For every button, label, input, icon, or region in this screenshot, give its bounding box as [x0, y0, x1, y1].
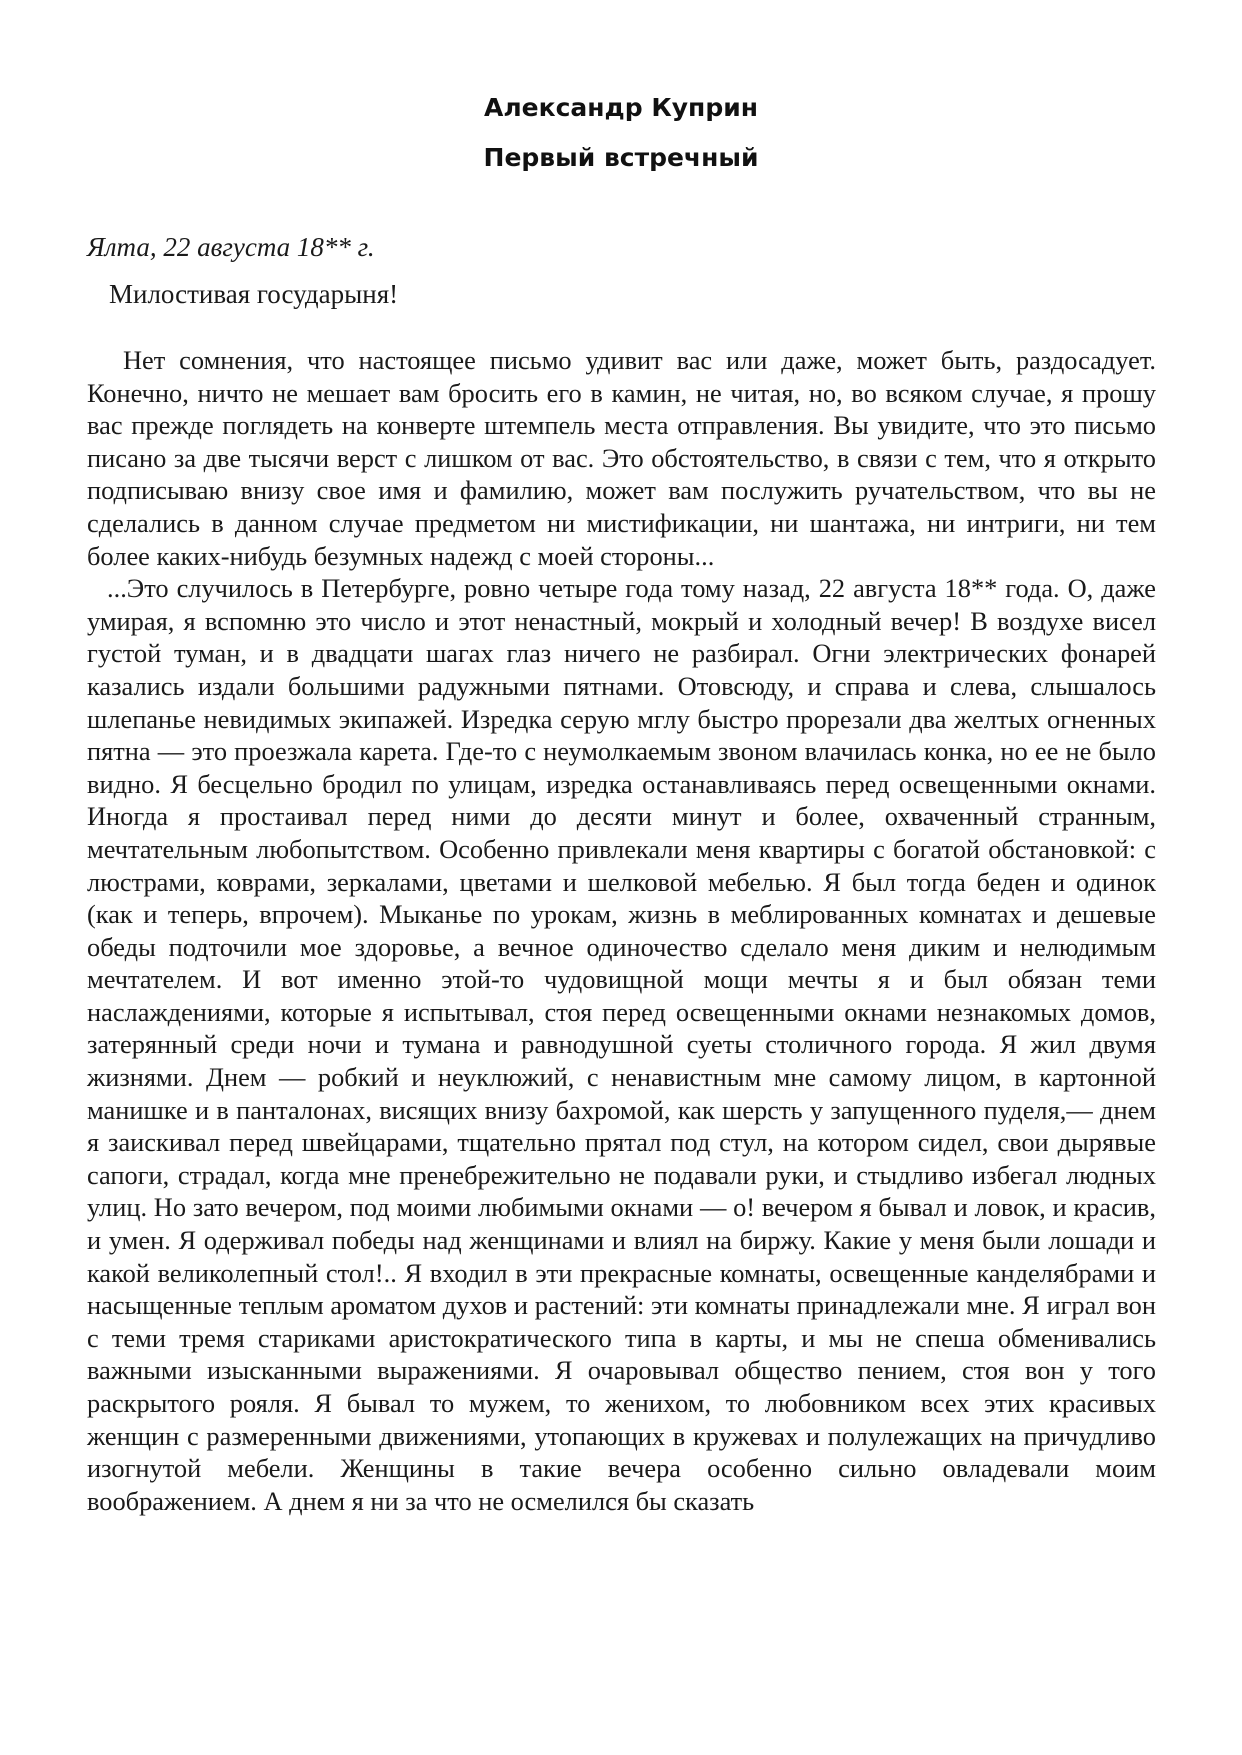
- paragraph: Нет сомнения, что настоящее письмо удивит вас или даже, может быть, раздосадует. Конечно, ничто не мешает вам бросить его в камин, не читая, но, во всяком случае, я прошу вас прежде поглядеть на конверте штемпель места отправления. Вы увидите, что это письмо писано за две тысячи верст с лишком от вас. Это обстоятельство, в связи с тем, что я открыто подписываю внизу свое имя и фамилию, может вам послужить ручательством, что вы не сделались в данном случае предметом ни мистификации, ни шантажа, ни интриги, ни тем более каких-нибудь безумных надежд с моей стороны...: [87, 345, 1156, 571]
- paragraph: ...Это случилось в Петербурге, ровно четыре года тому назад, 22 августа 18** года. О, даже умирая, я вспомню это число и этот ненастный, мокрый и холодный вечер! В воздухе висел густой туман, и в двадцати шагах глаз ничего не разбирал. Огни электрических фонарей казались издали большими радужными пятнами. Отовсюду, и справа и слева, слышалось шлепанье невидимых экипажей. Изредка серую мглу быстро прорезали два желтых огненных пятна — это проезжала карета. Где-то с неумолкаемым звоном влачилась конка, но ее не было видно. Я бесцельно бродил по улицам, изредка останавливаясь перед освещенными окнами. Иногда я простаивал перед ними до десяти минут и более, охваченный странным, мечтательным любопытством. Особенно привлекали меня квартиры с богатой обстановкой: с люстрами, коврами, зеркалами, цветами и шелковой мебелью. Я был тогда беден и одинок (как и теперь, впрочем). Мыканье по урокам, жизнь в меблированных комнатах и дешевые обеды подточили мое здоровье, а вечное одиночество сделало меня диким и нелюдимым мечтателем. И вот именно этой-то чудовищной мощи мечты я и был обязан теми наслаждениями, которые я испытывал, стоя перед освещенными окнами незнакомых домов, затерянный среди ночи и тумана и равнодушной суеты столичного города. Я жил двумя жизнями. Днем — робкий и неуклюжий, с ненавистным мне самому лицом, в картонной манишке и в панталонах, висящих внизу бахромой, как шерсть у запущенного пуделя,— днем я заискивал перед швейцарами, тщательно прятал под стул, на котором сидел, свои дырявые сапоги, страдал, когда мне пренебрежительно не подавали руки, и стыдливо избегал людных улиц. Но зато вечером, под моими любимыми окнами — о! вечером я бывал и ловок, и красив, и умен. Я одерживал победы над женщинами и влиял на биржу. Какие у меня были лошади и какой великолепный стол!.. Я входил в эти прекрасные комнаты, освещенные канделябрами и насыщенные теплым ароматом духов и растений: эти комнаты принадлежали мне. Я играл вон с теми тремя стариками аристократического типа в карты, и мы не спеша обменивались важными изысканными выражениями. Я очаровывал общество пением, стоя вон у того раскрытого рояля. Я бывал то мужем, то женихом, то любовником всех этих красивых женщин с размеренными движениями, утопающих в кружевах и полулежащих на причудливо изогнутой мебели. Женщины в такие вечера особенно сильно овладевали моим воображением. А днем я ни за что не осмелился бы сказать: [87, 573, 1156, 1516]
- author-name: Александр Куприн: [483, 93, 759, 122]
- letter-place-date: Ялта, 22 августа 18** г.: [87, 232, 375, 262]
- story-title: Первый встречный: [483, 143, 759, 172]
- letter-salutation: Милостивая государыня!: [109, 279, 399, 309]
- title-block: [0, 88, 1242, 188]
- letter-body: [87, 344, 1156, 1517]
